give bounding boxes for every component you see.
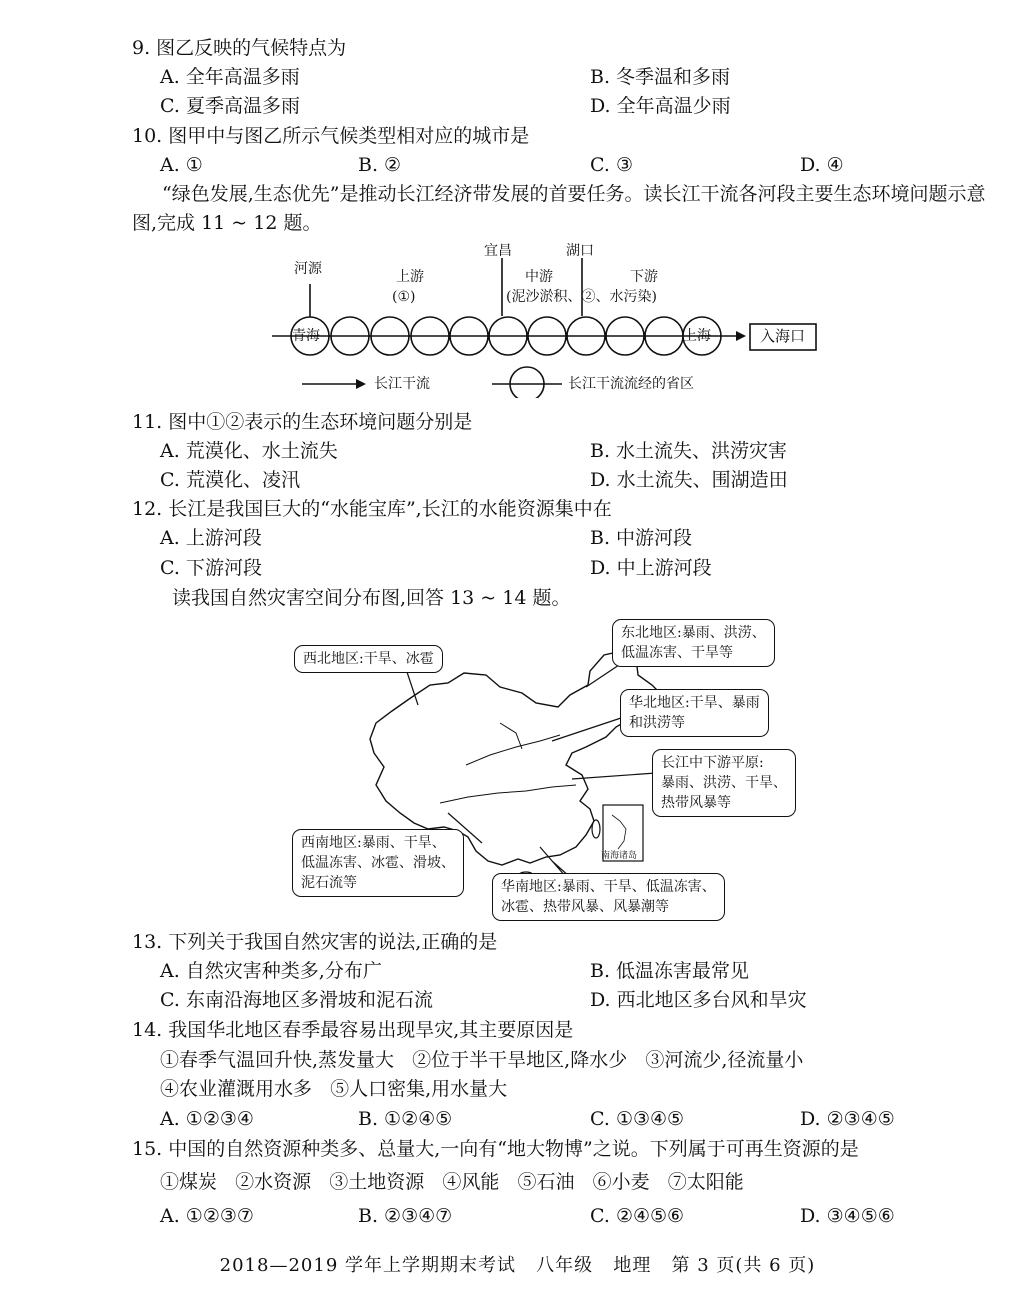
- callout-yangtze-line2: 暴雨、洪涝、干旱、: [661, 775, 787, 791]
- label-sea: 入海口: [760, 327, 806, 345]
- q12-option-b[interactable]: B. 中游河段: [590, 527, 693, 549]
- q9-option-d[interactable]: D. 全年高温少雨: [590, 95, 731, 117]
- callout-southwest: [292, 829, 464, 897]
- q15-option-c[interactable]: C. ②④⑤⑥: [590, 1205, 685, 1227]
- callout-southwest-line3: 泥石流等: [301, 875, 357, 891]
- q9-option-c[interactable]: C. 夏季高温多雨: [160, 95, 300, 117]
- q12-option-a[interactable]: A. 上游河段: [160, 527, 262, 549]
- q15-items: ①煤炭 ②水资源 ③土地资源 ④风能 ⑤石油 ⑥小麦 ⑦太阳能: [160, 1171, 744, 1193]
- q14-items-line2: ④农业灌溉用水多 ⑤人口密集,用水量大: [160, 1078, 508, 1100]
- q12-option-d[interactable]: D. 中上游河段: [590, 557, 712, 579]
- callout-north-line2: 和洪涝等: [629, 715, 685, 731]
- label-qinghai: 青海: [292, 328, 320, 344]
- label-upper-issue: (①): [392, 289, 416, 305]
- q13-option-b[interactable]: B. 低温冻害最常见: [590, 960, 750, 982]
- label-lower: 下游: [630, 269, 658, 285]
- q15-option-d[interactable]: D. ③④⑤⑥: [800, 1205, 895, 1227]
- q11-option-b[interactable]: B. 水土流失、洪涝灾害: [590, 440, 788, 462]
- callout-north: [620, 689, 769, 737]
- q10-option-d[interactable]: D. ④: [800, 154, 844, 176]
- q10-option-b[interactable]: B. ②: [358, 154, 402, 176]
- callout-northwest: [294, 645, 443, 673]
- q10-option-a[interactable]: A. ①: [160, 154, 203, 176]
- label-mid-low-issue: (泥沙淤积、②、水污染): [506, 289, 657, 305]
- callout-yangtze-line3: 热带风暴等: [661, 795, 731, 811]
- q14-option-d[interactable]: D. ②③④⑤: [800, 1108, 895, 1130]
- q13-option-a[interactable]: A. 自然灾害种类多,分布广: [160, 960, 382, 982]
- q13-stem: 13. 下列关于我国自然灾害的说法,正确的是: [132, 931, 498, 953]
- callout-northwest-text: 西北地区:干旱、冰雹: [303, 651, 434, 667]
- callout-south-line2: 冰雹、热带风暴、风暴潮等: [501, 899, 669, 915]
- q13-option-c[interactable]: C. 东南沿海地区多滑坡和泥石流: [160, 989, 433, 1011]
- yangtze-diagram-svg: [270, 238, 830, 398]
- callout-southwest-line2: 低温冻害、冰雹、滑坡、: [301, 855, 455, 871]
- label-source: 河源: [294, 261, 322, 277]
- q11-option-a[interactable]: A. 荒漠化、水土流失: [160, 440, 338, 462]
- label-middle: 中游: [525, 269, 553, 285]
- q14-option-b[interactable]: B. ①②④⑤: [358, 1108, 453, 1130]
- label-shanghai: 上海: [683, 328, 711, 344]
- callout-yangtze-plain: [652, 749, 796, 817]
- q12-stem: 12. 长江是我国巨大的“水能宝库”,长江的水能资源集中在: [132, 498, 612, 520]
- q14-option-c[interactable]: C. ①③④⑤: [590, 1108, 685, 1130]
- intro-yangtze: “绿色发展,生态优先”是推动长江经济带发展的首要任务。读长江干流各河段主要生态环境问题示意图,完成 11 ~ 12 题。: [132, 183, 986, 234]
- q9-option-b[interactable]: B. 冬季温和多雨: [590, 66, 731, 88]
- q14-stem: 14. 我国华北地区春季最容易出现旱灾,其主要原因是: [132, 1019, 574, 1041]
- callout-yangtze-line1: 长江中下游平原:: [661, 755, 764, 771]
- q10-stem: 10. 图甲中与图乙所示气候类型相对应的城市是: [132, 125, 530, 147]
- legend-river-label: 长江干流: [374, 376, 430, 392]
- legend-province-label: 长江干流流经的省区: [568, 376, 694, 392]
- q12-option-c[interactable]: C. 下游河段: [160, 557, 262, 579]
- q9-stem: 9. 图乙反映的气候特点为: [132, 37, 347, 59]
- q11-option-c[interactable]: C. 荒漠化、凌汛: [160, 469, 300, 491]
- yangtze-diagram: [270, 238, 830, 398]
- q11-option-d[interactable]: D. 水土流失、围湖造田: [590, 469, 788, 491]
- q15-option-b[interactable]: B. ②③④⑦: [358, 1205, 453, 1227]
- q10-option-c[interactable]: C. ③: [590, 154, 633, 176]
- disaster-map: [290, 615, 787, 925]
- callout-south: [492, 873, 725, 921]
- callout-north-line1: 华北地区:干旱、暴雨: [629, 695, 760, 711]
- callout-south-line1: 华南地区:暴雨、干旱、低温冻害、: [501, 879, 716, 895]
- page-footer: 2018—2019 学年上学期期末考试 八年级 地理 第 3 页(共 6 页): [219, 1255, 816, 1276]
- q13-option-d[interactable]: D. 西北地区多台风和旱灾: [590, 989, 807, 1011]
- intro-disaster-map: 读我国自然灾害空间分布图,回答 13 ~ 14 题。: [172, 587, 571, 609]
- callout-southwest-line1: 西南地区:暴雨、干旱、: [301, 835, 446, 851]
- q9-option-a[interactable]: A. 全年高温多雨: [160, 66, 300, 88]
- inset-label: 南海诸岛: [601, 851, 638, 861]
- q14-option-a[interactable]: A. ①②③④: [160, 1108, 254, 1130]
- q11-stem: 11. 图中①②表示的生态环境问题分别是: [132, 411, 473, 433]
- callout-northeast: [612, 619, 775, 667]
- label-upper: 上游: [396, 269, 424, 285]
- q14-items-line1: ①春季气温回升快,蒸发量大 ②位于半干旱地区,降水少 ③河流少,径流量小: [160, 1049, 804, 1071]
- label-hukou: 湖口: [566, 243, 594, 259]
- label-yichang: 宜昌: [484, 243, 512, 259]
- callout-northeast-line1: 东北地区:暴雨、洪涝、: [621, 625, 766, 641]
- callout-northeast-line2: 低温冻害、干旱等: [621, 645, 733, 661]
- q15-option-a[interactable]: A. ①②③⑦: [160, 1205, 254, 1227]
- q15-stem: 15. 中国的自然资源种类多、总量大,一向有“地大物博”之说。下列属于可再生资源的是: [132, 1138, 859, 1160]
